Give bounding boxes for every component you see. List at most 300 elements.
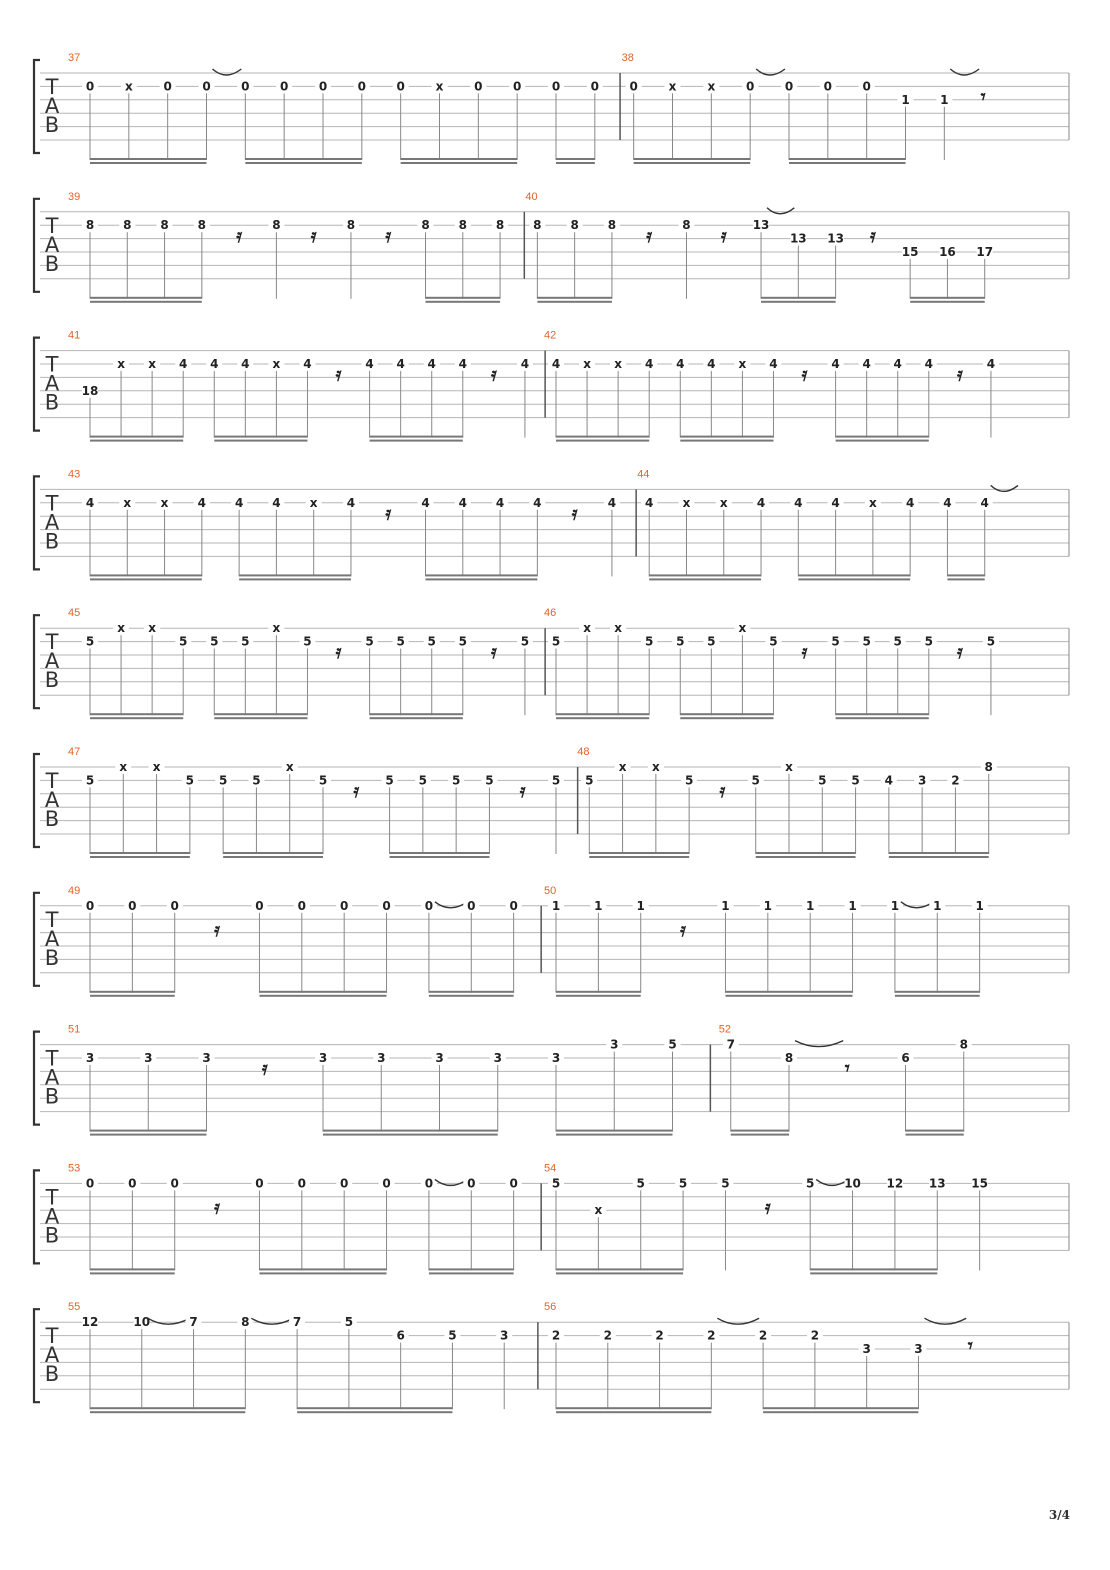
fret-number: 2 bbox=[951, 773, 960, 788]
rest: 𝄿 bbox=[214, 918, 221, 941]
beam bbox=[680, 436, 773, 438]
fret-number: 17 bbox=[976, 245, 994, 259]
beam bbox=[90, 162, 207, 164]
beam bbox=[429, 1272, 514, 1274]
beam bbox=[401, 162, 517, 164]
rest: 𝄿 bbox=[335, 363, 342, 386]
fret-number: 4 bbox=[365, 357, 374, 371]
fret-number: 0 bbox=[357, 79, 367, 94]
fret-number: 4 bbox=[520, 357, 530, 371]
fret-number: x bbox=[117, 357, 125, 371]
fret-number: 5 bbox=[551, 634, 561, 649]
beam bbox=[370, 717, 463, 719]
fret-number: 13 bbox=[752, 218, 770, 233]
fret-number: 5 bbox=[365, 634, 374, 649]
fret-number: 5 bbox=[85, 773, 95, 788]
tab-clef-letter: A bbox=[44, 1343, 60, 1368]
tab-clef-letter: T bbox=[45, 1324, 59, 1349]
beam bbox=[725, 995, 852, 997]
beam bbox=[429, 995, 514, 997]
measure-number: 37 bbox=[68, 52, 81, 64]
fret-number: 4 bbox=[645, 495, 654, 510]
beam bbox=[90, 1272, 175, 1274]
fret-number: 3 bbox=[377, 1051, 386, 1065]
fret-number: 5 bbox=[636, 1176, 645, 1191]
fret-number: x bbox=[707, 79, 716, 94]
fret-number: 5 bbox=[385, 773, 394, 788]
fret-number: 4 bbox=[862, 357, 871, 371]
fret-number: 4 bbox=[234, 495, 244, 510]
fret-number: 0 bbox=[382, 1176, 391, 1191]
beam bbox=[370, 436, 463, 438]
tie-arc bbox=[924, 1318, 966, 1324]
beam bbox=[789, 158, 906, 160]
beam bbox=[836, 713, 929, 715]
beam bbox=[906, 1134, 964, 1136]
beam bbox=[90, 440, 183, 442]
fret-number: 8 bbox=[272, 218, 281, 233]
fret-number: x bbox=[594, 1203, 603, 1218]
tab-system bbox=[34, 1024, 1069, 1136]
tab-system bbox=[34, 1162, 1069, 1274]
fret-number: x bbox=[309, 495, 318, 510]
fret-number: 4 bbox=[943, 495, 952, 510]
tie-arc bbox=[251, 1318, 293, 1324]
fret-number: 4 bbox=[893, 357, 902, 371]
fret-number: 0 bbox=[318, 79, 328, 94]
fret-number: 5 bbox=[185, 773, 195, 788]
fret-number: 8 bbox=[607, 218, 617, 233]
measure-number: 40 bbox=[525, 190, 538, 203]
fret-number: 4 bbox=[831, 357, 840, 371]
fret-number: 5 bbox=[862, 634, 871, 649]
fret-number: 5 bbox=[85, 634, 95, 649]
fret-number: 13 bbox=[928, 1176, 946, 1191]
measure-number: 55 bbox=[68, 1301, 81, 1314]
system-bracket bbox=[34, 893, 40, 986]
fret-number: x bbox=[148, 621, 157, 636]
fret-number: 3 bbox=[917, 773, 927, 788]
fret-number: x bbox=[583, 357, 591, 371]
fret-number: 2 bbox=[655, 1328, 664, 1343]
rest: 𝄿 bbox=[956, 641, 963, 664]
fret-number: 15 bbox=[901, 245, 919, 259]
fret-number: 0 bbox=[340, 1176, 349, 1191]
measure-number: 45 bbox=[68, 607, 81, 620]
fret-number: 0 bbox=[474, 79, 483, 94]
beam bbox=[556, 1407, 711, 1409]
beam bbox=[323, 1134, 498, 1136]
fret-number: 15 bbox=[971, 1176, 988, 1191]
tab-system bbox=[34, 468, 1069, 580]
fret-number: 16 bbox=[939, 245, 956, 259]
measure-number: 54 bbox=[544, 1162, 557, 1175]
fret-number: 4 bbox=[303, 357, 312, 371]
tab-system bbox=[34, 746, 1069, 858]
beam bbox=[214, 440, 307, 442]
fret-number: 0 bbox=[467, 898, 476, 913]
fret-number: 0 bbox=[170, 1176, 179, 1191]
beam bbox=[239, 578, 351, 580]
fret-number: x bbox=[119, 760, 128, 774]
fret-number: 1 bbox=[636, 898, 645, 913]
fret-number: 2 bbox=[551, 1328, 561, 1343]
beam bbox=[90, 856, 190, 858]
fret-number: 5 bbox=[924, 634, 933, 649]
beam bbox=[556, 158, 595, 160]
fret-number: 0 bbox=[297, 898, 306, 913]
beam bbox=[731, 1130, 789, 1132]
fret-number: 1 bbox=[594, 898, 603, 913]
system-bracket bbox=[34, 1032, 40, 1125]
fret-number: 3 bbox=[610, 1037, 619, 1052]
beam bbox=[680, 717, 773, 719]
fret-number: 4 bbox=[210, 357, 219, 371]
measure-number: 51 bbox=[68, 1023, 81, 1036]
fret-number: 0 bbox=[382, 898, 391, 913]
fret-number: 0 bbox=[509, 898, 518, 913]
tie-arc bbox=[950, 69, 979, 75]
fret-number: 4 bbox=[421, 495, 430, 510]
tab-clef-letter: B bbox=[44, 1362, 60, 1387]
rest: 𝄿 bbox=[261, 1057, 268, 1080]
beam bbox=[910, 301, 985, 303]
fret-number: 0 bbox=[202, 79, 211, 94]
beam bbox=[90, 713, 183, 715]
rest: 𝄿 bbox=[680, 918, 687, 941]
fret-number: 8 bbox=[241, 1315, 250, 1330]
system-bracket bbox=[34, 199, 40, 292]
fret-number: 0 bbox=[745, 79, 755, 94]
fret-number: 5 bbox=[179, 634, 188, 649]
fret-number: 0 bbox=[424, 1176, 434, 1191]
fret-number: 0 bbox=[85, 79, 95, 94]
fret-number: 8 bbox=[421, 218, 430, 233]
fret-number: 13 bbox=[827, 231, 844, 246]
fret-number: 5 bbox=[668, 1037, 677, 1052]
beam bbox=[297, 1411, 452, 1413]
beam bbox=[90, 852, 190, 854]
beam bbox=[763, 1407, 918, 1409]
beam bbox=[895, 991, 980, 993]
fret-number: 8 bbox=[197, 218, 207, 233]
tie-arc bbox=[991, 485, 1018, 491]
measure-number: 41 bbox=[68, 329, 81, 342]
fret-number: 3 bbox=[914, 1342, 923, 1356]
system-bracket bbox=[34, 1170, 40, 1263]
beam bbox=[214, 436, 307, 438]
rest: 𝄿 bbox=[353, 780, 360, 802]
beam bbox=[556, 1272, 683, 1274]
beam bbox=[537, 297, 612, 299]
fret-number: x bbox=[682, 495, 691, 510]
beam bbox=[90, 1268, 175, 1270]
fret-number: 12 bbox=[81, 1315, 99, 1330]
beam bbox=[556, 440, 649, 442]
fret-number: 5 bbox=[344, 1315, 354, 1330]
tie-arc bbox=[717, 1318, 759, 1324]
fret-number: 8 bbox=[495, 218, 505, 233]
beam bbox=[214, 717, 307, 719]
fret-number: 8 bbox=[984, 760, 993, 774]
beam bbox=[556, 162, 595, 164]
fret-number: 5 bbox=[645, 634, 654, 649]
beam bbox=[761, 301, 836, 303]
fret-number: 4 bbox=[179, 357, 188, 371]
fret-number: 18 bbox=[81, 383, 99, 398]
fret-number: 0 bbox=[128, 1176, 137, 1191]
fret-number: 6 bbox=[396, 1328, 405, 1343]
fret-number: 4 bbox=[676, 357, 685, 371]
beam bbox=[223, 856, 323, 858]
fret-number: 3 bbox=[862, 1342, 871, 1356]
beam bbox=[429, 991, 514, 993]
fret-number: 4 bbox=[924, 357, 933, 371]
fret-number: 1 bbox=[940, 92, 949, 107]
fret-number: 4 bbox=[85, 495, 95, 510]
beam bbox=[761, 297, 836, 299]
fret-number: 4 bbox=[607, 495, 617, 510]
fret-number: 0 bbox=[255, 1176, 264, 1191]
tie-arc bbox=[901, 902, 933, 908]
tab-clef-letter: A bbox=[44, 371, 60, 396]
tab-clef-letter: B bbox=[44, 668, 60, 693]
fret-number: 0 bbox=[297, 1176, 306, 1191]
beam bbox=[426, 578, 538, 580]
beam bbox=[556, 1268, 683, 1270]
fret-number: 4 bbox=[905, 495, 915, 510]
beam bbox=[680, 713, 773, 715]
fret-number: 2 bbox=[758, 1328, 768, 1343]
beam bbox=[947, 574, 984, 576]
beam bbox=[789, 162, 906, 164]
fret-number: 0 bbox=[340, 898, 349, 913]
fret-number: 5 bbox=[241, 634, 250, 649]
fret-number: 1 bbox=[551, 898, 561, 913]
beam bbox=[90, 297, 202, 299]
fret-number: 4 bbox=[458, 495, 467, 510]
rest: 𝄿 bbox=[956, 363, 963, 386]
fret-number: 0 bbox=[590, 79, 600, 94]
tie-arc bbox=[213, 69, 242, 75]
beam bbox=[634, 158, 751, 160]
tab-clef-letter: T bbox=[45, 352, 59, 377]
beam bbox=[810, 1268, 937, 1270]
measure-number: 46 bbox=[544, 607, 557, 620]
tie-arc bbox=[756, 69, 785, 75]
fret-number: 6 bbox=[901, 1051, 910, 1065]
beam bbox=[910, 297, 985, 299]
tie-arc bbox=[148, 1318, 190, 1324]
fret-number: 4 bbox=[495, 495, 505, 510]
fret-number: 4 bbox=[396, 357, 405, 371]
fret-number: 7 bbox=[292, 1315, 302, 1330]
fret-number: 4 bbox=[980, 495, 989, 510]
fret-number: 0 bbox=[784, 79, 794, 94]
tab-clef-letter: T bbox=[45, 213, 59, 238]
system-bracket bbox=[34, 476, 40, 569]
fret-number: 8 bbox=[123, 218, 132, 233]
tab-clef-letter: T bbox=[45, 75, 59, 99]
fret-number: 4 bbox=[756, 495, 766, 510]
tab-clef-letter: B bbox=[44, 1084, 60, 1109]
fret-number: x bbox=[651, 760, 660, 774]
fret-number: 0 bbox=[512, 79, 522, 94]
fret-number: 13 bbox=[789, 231, 807, 246]
fret-number: x bbox=[738, 357, 747, 371]
tab-clef-letter: A bbox=[44, 649, 60, 674]
fret-number: 8 bbox=[784, 1051, 794, 1065]
measure-number: 52 bbox=[718, 1023, 731, 1036]
fret-number: 5 bbox=[806, 1176, 815, 1191]
beam bbox=[90, 1134, 207, 1136]
tab-clef-letter: T bbox=[45, 1185, 59, 1210]
beam bbox=[537, 301, 612, 303]
fret-number: 5 bbox=[893, 634, 902, 649]
fret-number: 0 bbox=[279, 79, 289, 94]
fret-number: 2 bbox=[707, 1328, 716, 1343]
fret-number: 4 bbox=[427, 357, 436, 371]
beam bbox=[889, 852, 989, 854]
tab-clef-letter: A bbox=[44, 510, 60, 535]
rest: 𝄿 bbox=[519, 780, 526, 802]
fret-number: 0 bbox=[170, 898, 179, 913]
fret-number: 5 bbox=[485, 773, 494, 788]
fret-number: 2 bbox=[603, 1328, 612, 1343]
beam bbox=[756, 852, 856, 854]
tab-clef-letter: T bbox=[45, 630, 59, 655]
fret-number: 10 bbox=[133, 1315, 151, 1330]
fret-number: 0 bbox=[509, 1176, 518, 1191]
fret-number: 1 bbox=[806, 898, 815, 913]
beam bbox=[259, 995, 386, 997]
fret-number: 5 bbox=[684, 773, 694, 788]
fret-number: 3 bbox=[85, 1051, 95, 1065]
beam bbox=[731, 1134, 789, 1136]
fret-number: 5 bbox=[986, 634, 996, 649]
fret-number: 3 bbox=[500, 1328, 509, 1343]
beam bbox=[239, 574, 351, 576]
beam bbox=[223, 852, 323, 854]
beam bbox=[426, 301, 501, 303]
beam bbox=[90, 991, 175, 993]
rest: 𝄿 bbox=[385, 502, 392, 525]
fret-number: 8 bbox=[346, 218, 356, 233]
beam bbox=[763, 1411, 918, 1413]
page-number: 3/4 bbox=[1048, 1508, 1070, 1522]
rest: 𝄿 bbox=[646, 224, 653, 247]
fret-number: 5 bbox=[451, 773, 461, 788]
beam bbox=[556, 713, 649, 715]
measure-number: 50 bbox=[544, 884, 557, 897]
fret-number: 4 bbox=[831, 495, 840, 510]
beam bbox=[589, 856, 689, 858]
tab-clef-letter: A bbox=[44, 926, 60, 951]
fret-number: 1 bbox=[721, 898, 730, 913]
beam bbox=[798, 578, 910, 580]
fret-number: 4 bbox=[645, 357, 654, 371]
measure-number: 53 bbox=[68, 1162, 81, 1175]
fret-number: x bbox=[148, 357, 157, 371]
rest: 𝄿 bbox=[764, 1196, 771, 1219]
tab-clef-letter: A bbox=[44, 94, 60, 118]
fret-number: 0 bbox=[85, 898, 95, 913]
tab-clef-letter: T bbox=[45, 1046, 59, 1071]
tab-clef-letter: B bbox=[44, 251, 60, 276]
tab-system bbox=[34, 330, 1069, 442]
beam bbox=[836, 717, 929, 719]
tab-system bbox=[34, 1301, 1069, 1413]
rest: 𝄿 bbox=[236, 224, 243, 247]
fret-number: 5 bbox=[851, 773, 860, 788]
fret-number: 4 bbox=[533, 495, 542, 510]
tab-clef-letter: A bbox=[44, 232, 60, 257]
fret-number: x bbox=[285, 760, 294, 774]
fret-number: 3 bbox=[318, 1051, 328, 1065]
beam bbox=[90, 574, 202, 576]
fret-number: 8 bbox=[533, 218, 542, 233]
fret-number: 0 bbox=[551, 79, 561, 94]
fret-number: 5 bbox=[210, 634, 219, 649]
beam bbox=[259, 991, 386, 993]
fret-number: 4 bbox=[551, 357, 561, 371]
beam bbox=[90, 1407, 245, 1409]
fret-number: x bbox=[272, 357, 281, 371]
tie-arc bbox=[795, 1041, 843, 1047]
fret-number: 8 bbox=[570, 218, 579, 233]
fret-number: 0 bbox=[424, 898, 434, 913]
fret-number: 5 bbox=[448, 1328, 457, 1343]
fret-number: 0 bbox=[163, 79, 172, 94]
beam bbox=[370, 440, 463, 442]
tab-system bbox=[34, 52, 1069, 164]
fret-number: 5 bbox=[721, 1176, 730, 1191]
beam bbox=[90, 995, 175, 997]
beam bbox=[370, 713, 463, 715]
beam bbox=[90, 1411, 245, 1413]
fret-number: x bbox=[583, 621, 591, 636]
fret-number: 3 bbox=[202, 1051, 211, 1065]
system-bracket bbox=[34, 615, 40, 708]
measure-number: 39 bbox=[68, 190, 81, 203]
fret-number: 0 bbox=[128, 898, 137, 913]
rest: 𝄿 bbox=[719, 780, 726, 802]
beam bbox=[889, 856, 989, 858]
fret-number: x bbox=[668, 79, 677, 94]
tab-clef-letter: B bbox=[44, 390, 60, 415]
beam bbox=[725, 991, 852, 993]
fret-number: 5 bbox=[418, 773, 428, 788]
measure-number: 49 bbox=[68, 884, 81, 897]
fret-number: x bbox=[124, 79, 133, 94]
measure-number: 38 bbox=[621, 52, 634, 64]
fret-number: x bbox=[272, 621, 281, 636]
beam bbox=[895, 995, 980, 997]
fret-number: 1 bbox=[933, 898, 942, 913]
fret-number: 8 bbox=[458, 218, 467, 233]
tab-clef-letter: A bbox=[44, 1204, 60, 1229]
tab-clef-letter: T bbox=[45, 769, 59, 793]
fret-number: x bbox=[614, 621, 623, 636]
fret-number: x bbox=[869, 495, 877, 510]
beam bbox=[426, 574, 538, 576]
tab-clef-letter: B bbox=[44, 113, 60, 137]
fret-number: 5 bbox=[585, 773, 594, 788]
rest: 𝄿 bbox=[385, 224, 392, 247]
fret-number: 5 bbox=[396, 634, 405, 649]
beam bbox=[634, 162, 751, 164]
system-bracket bbox=[34, 60, 40, 153]
